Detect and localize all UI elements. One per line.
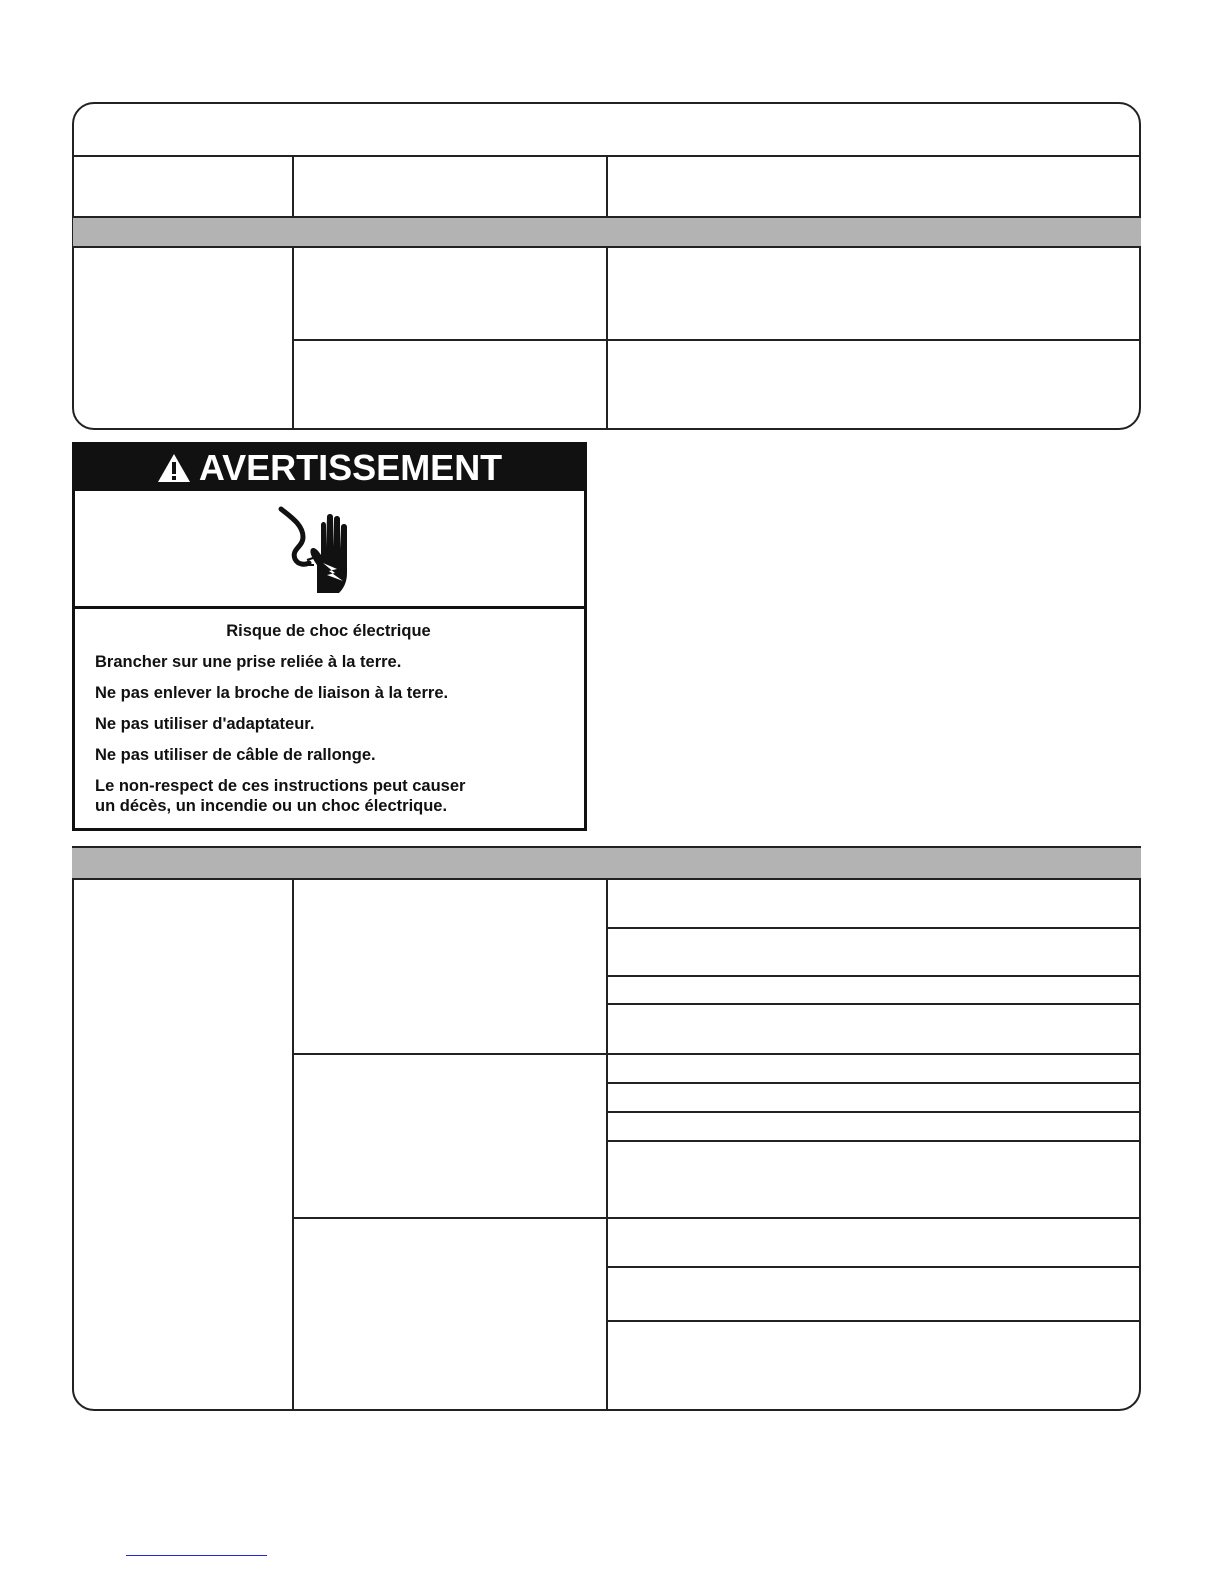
warning-title: AVERTISSEMENT xyxy=(198,447,503,488)
warning-consequence-1: Le non-respect de ces instructions peut causer xyxy=(95,777,466,795)
table2-right-rule-6 xyxy=(607,1140,1140,1142)
warning-line-1: Brancher sur une prise reliée à la terre. xyxy=(95,653,402,671)
table2-mid-row-rule-2 xyxy=(293,1217,1140,1219)
table2-right-rule-5 xyxy=(607,1111,1140,1113)
table2-section-band xyxy=(72,846,1141,880)
table2-right-rule-7 xyxy=(607,1266,1140,1268)
table1-section-band xyxy=(73,216,1141,248)
table1-col-divider-1 xyxy=(292,155,294,217)
footer-link-underline[interactable] xyxy=(126,1555,267,1556)
table2-col-divider-1 xyxy=(292,879,294,1410)
warning-consequence-2: un décès, un incendie ou un choc électrique. xyxy=(95,797,448,815)
table2-right-rule-2 xyxy=(607,975,1140,977)
warning-line-2: Ne pas enlever la broche de liaison à la terre. xyxy=(95,684,449,702)
warning-line-4: Ne pas utiliser de câble de rallonge. xyxy=(95,746,376,764)
table1-row-rule xyxy=(293,339,1140,341)
table1-col-divider-2 xyxy=(606,155,608,217)
warning-heading: Risque de choc électrique xyxy=(226,622,431,640)
warning-line-3: Ne pas utiliser d'adaptateur. xyxy=(95,715,315,733)
warning-text-block xyxy=(95,621,572,816)
warning-triangle-icon xyxy=(157,453,191,483)
table1-col-divider-2b xyxy=(606,247,608,429)
table2-right-rule-1 xyxy=(607,927,1140,929)
electric-shock-hand-icon xyxy=(273,503,373,603)
table2-right-rule-3 xyxy=(607,1003,1140,1005)
table2-right-rule-4 xyxy=(607,1082,1140,1084)
warning-box xyxy=(72,442,587,831)
table1-col-divider-1b xyxy=(292,247,294,429)
hazard-icon-area xyxy=(75,491,584,609)
table2-right-rule-8 xyxy=(607,1320,1140,1322)
warning-header xyxy=(75,445,584,491)
table2-col-divider-2 xyxy=(606,879,608,1410)
table2-mid-row-rule-1 xyxy=(293,1053,1140,1055)
